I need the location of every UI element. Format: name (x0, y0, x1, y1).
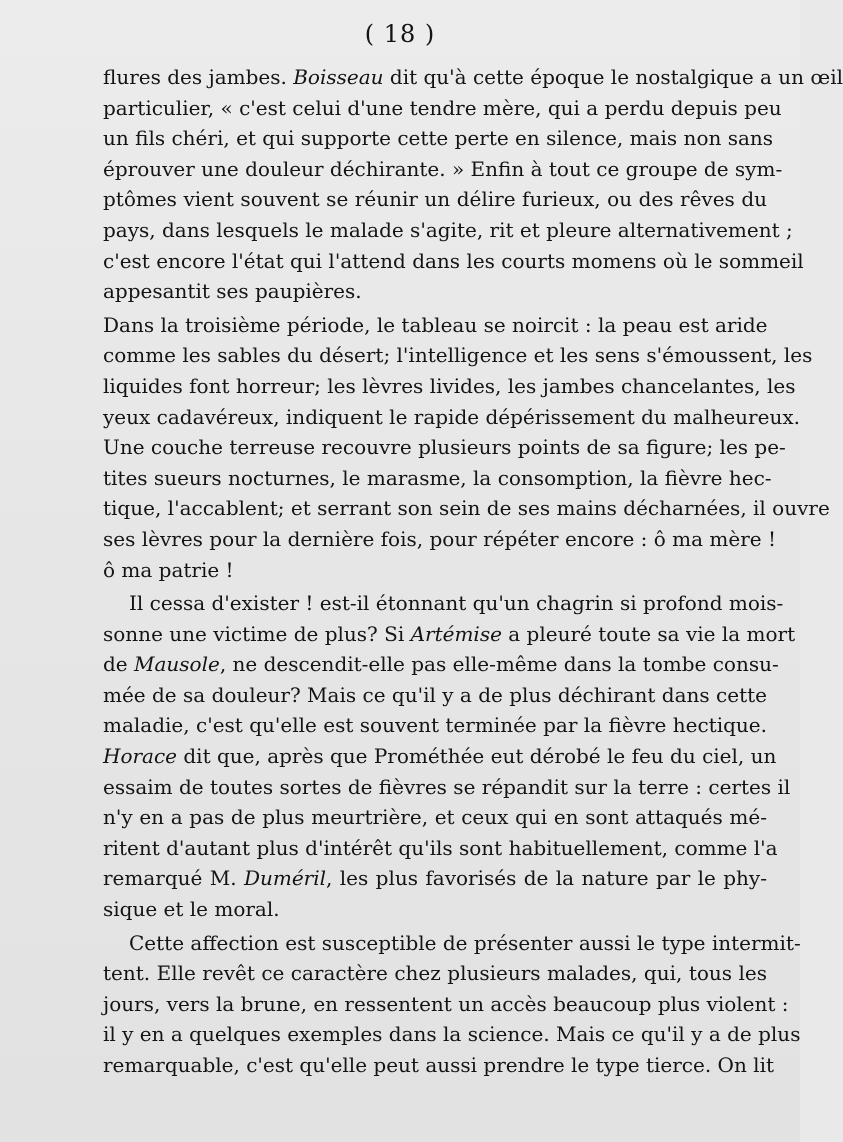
text-line: ô ma patrie ! (103, 557, 234, 582)
text-line: de Mausole, ne descendit-elle pas elle-même dans la tombe consu- (103, 652, 779, 677)
text-line: un fils chéri, et qui supporte cette perte en silence, mais non sans (103, 126, 774, 151)
italic-name: Artémise (410, 621, 502, 646)
text-line: mée de sa douleur? Mais ce qu'il y a de plus déchirant dans cette (103, 682, 767, 707)
text-line: sonne une victime de plus? Si Artémise a pleuré toute sa vie la mort (103, 621, 796, 646)
text-line: Horace dit que, après que Prométhée eut dérobé le feu du ciel, un (103, 744, 777, 769)
text-line: essaim de toutes sortes de fièvres se répandit sur la terre : certes il (103, 774, 791, 799)
paragraph-start: Dans la troisième période, le tableau se noircit : la peau est aride (103, 312, 768, 337)
text-line: maladie, c'est qu'elle est souvent terminée par la fièvre hectique. (103, 713, 767, 738)
body-text (103, 62, 843, 1081)
italic-name: Mausole (134, 652, 220, 677)
text-line: remarquable, c'est qu'elle peut aussi prendre le type tierce. On lit (103, 1053, 775, 1077)
text-line: tent. Elle revêt ce caractère chez plusieurs malades, qui, tous les (103, 961, 767, 986)
text-line: flures des jambes. Boisseau dit qu'à cette époque le nostalgique a un œil (103, 65, 843, 89)
text-line: remarqué M. Duméril, les plus favorisés de la nature par le phy- (103, 866, 767, 891)
text-line: il y en a quelques exemples dans la science. Mais ce qu'il y a de plus (103, 1022, 801, 1047)
text-line: particulier, « c'est celui d'une tendre mère, qui a perdu depuis peu (103, 95, 782, 120)
text-line: tique, l'accablent; et serrant son sein de ses mains décharnées, il ouvre (103, 496, 830, 521)
italic-name: Duméril (243, 866, 327, 891)
text-line: Une couche terreuse recouvre plusieurs points de sa figure; les pe- (103, 435, 786, 460)
text-line: yeux cadavéreux, indiquent le rapide dépérissement du malheureux. (103, 404, 800, 429)
text-line: appesantit ses paupières. (103, 279, 362, 304)
italic-name: Horace (103, 744, 178, 769)
text-line: sique et le moral. (103, 897, 280, 922)
italic-name: Boisseau (293, 65, 384, 89)
text-line: ptômes vient souvent se réunir un délire furieux, ou des rêves du (103, 187, 767, 212)
text-line: c'est encore l'état qui l'attend dans les courts momens où le sommeil (103, 248, 804, 273)
text-line: jours, vers la brune, en ressentent un accès beaucoup plus violent : (103, 991, 789, 1016)
text-line: éprouver une douleur déchirante. » Enfin à tout ce groupe de sym- (103, 156, 783, 181)
text-line: ses lèvres pour la dernière fois, pour répéter encore : ô ma mère ! (103, 526, 776, 551)
page-number: ( 18 ) (364, 20, 436, 48)
text-line: tites sueurs nocturnes, le marasme, la consomption, la fièvre hec- (103, 465, 772, 490)
text-line: ritent d'autant plus d'intérêt qu'ils sont habituellement, comme l'a (103, 835, 778, 860)
paragraph-start: Cette affection est susceptible de présenter aussi le type intermit- (129, 930, 801, 955)
paragraph-start: Il cessa d'exister ! est-il étonnant qu'un chagrin si profond mois- (129, 591, 784, 616)
text-line: liquides font horreur; les lèvres livides, les jambes chancelantes, les (103, 373, 796, 398)
text-line: comme les sables du désert; l'intelligence et les sens s'émoussent, les (103, 343, 813, 368)
text-line: pays, dans lesquels le malade s'agite, rit et pleure alternativement ; (103, 217, 793, 242)
text-line: n'y en a pas de plus meurtrière, et ceux qui en sont attaqués mé- (103, 805, 767, 830)
